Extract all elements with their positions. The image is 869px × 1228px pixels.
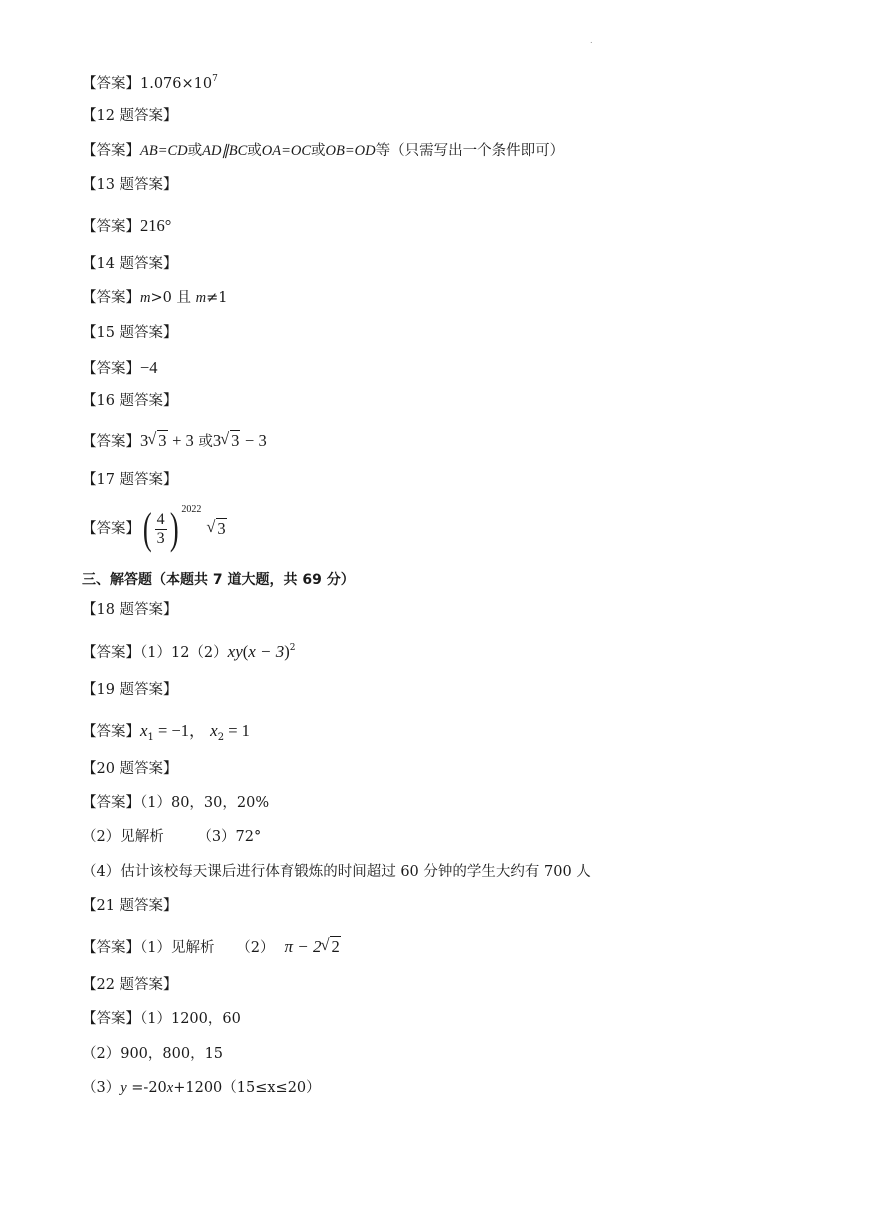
answer-22-3: （3）y =-20x+1200（15≤x≤20） [82,1080,321,1096]
heading-21: 【21 题答案】 [82,898,178,914]
answer-21: 【答案】（1）见解析 （2） π − 2√ 2 [82,938,341,956]
fraction-power: ( $\frac{4}{3}$ ) 2022 [142,504,202,553]
heading-19: 【19 题答案】 [82,682,178,698]
answer-19: 【答案】$x_1 = -1$， $x_2 = 1$ [82,721,250,743]
answer-20-1: 【答案】（1）80，30，20% [82,795,270,811]
header-dot: . [590,36,593,45]
answer-18: 【答案】$(1)12(2)xy(x - 3)^2$ [82,642,296,661]
heading-20: 【20 题答案】 [82,761,178,777]
answer-22-1: 【答案】（1）1200，60 [82,1011,241,1027]
heading-14: 【14 题答案】 [82,256,178,272]
answer-14: 【答案】m>0 且 m≠1 [82,290,228,306]
answer-20-2: （2）见解析 （3）72° [82,829,262,845]
heading-18: 【18 题答案】 [82,602,178,618]
section-heading: 三、解答题（本题共 7 道大题，共 69 分） [82,572,355,588]
answer-13: 【答案】216° [82,216,172,235]
answer-16: 【答案】3√ 3 + 3 或3√ 3 − 3 [82,433,267,450]
heading-22: 【22 题答案】 [82,977,178,993]
heading-15: 【15 题答案】 [82,325,178,341]
heading-17: 【17 题答案】 [82,472,178,488]
answer-20-4: （4）估计该校每天课后进行体育锻炼的时间超过 60 分钟的学生大约有 700 人 [82,864,591,880]
answer-12: 【答案】AB=CD或AD∥BC或OA=OC或OB=OD等（只需写出一个条件即可） [82,143,565,159]
heading-12: 【12 题答案】 [82,108,178,124]
answer-17: 【答案】 ( $\frac{4}{3}$ ) 2022 √ 3 [82,507,227,551]
answer-15: 【答案】−4 [82,358,158,377]
answer-22-2: （2）900，800，15 [82,1046,224,1062]
heading-13: 【13 题答案】 [82,177,178,193]
answer-11: 【答案】$1.076\times 10^7$ [82,74,218,92]
heading-16: 【16 题答案】 [82,393,178,409]
